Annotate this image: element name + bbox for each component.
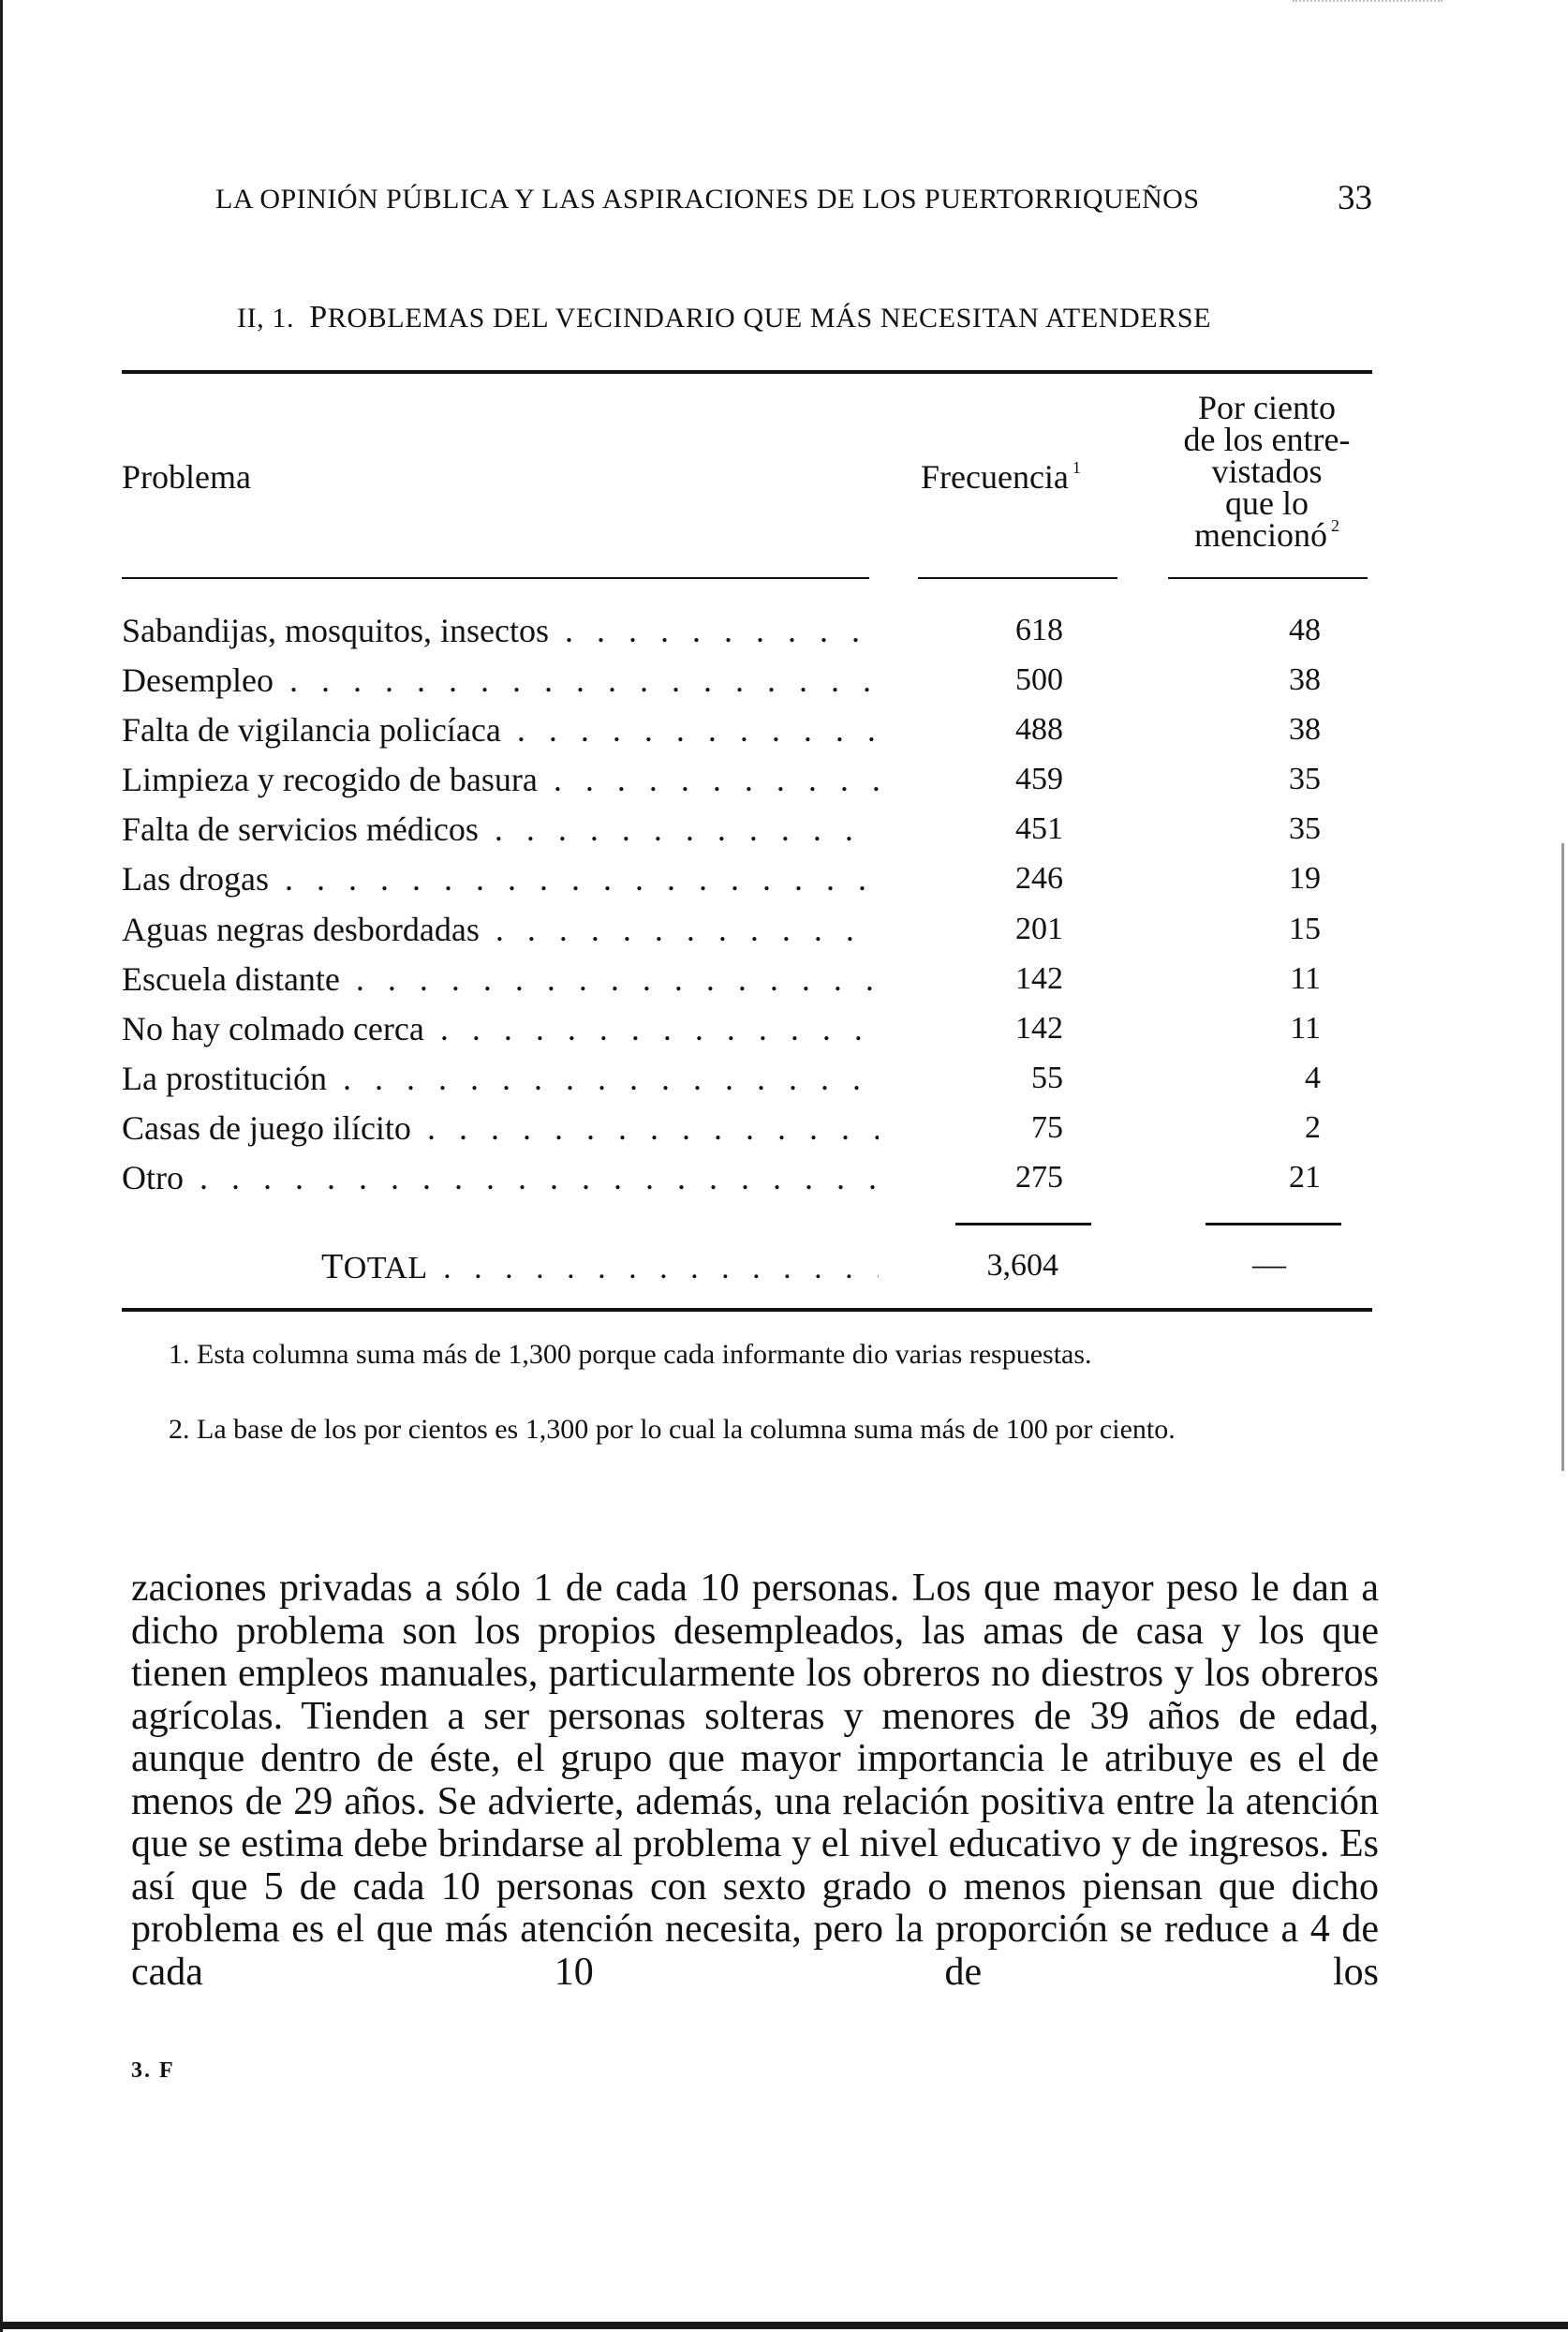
total-label-text: OTAL <box>343 1251 428 1285</box>
table-row <box>122 1009 1372 1059</box>
total-rule-frequency <box>955 1223 1091 1225</box>
total-label-initial: T <box>321 1247 344 1286</box>
row-frequency: 142 <box>1015 961 1063 996</box>
row-frequency: 55 <box>1031 1061 1063 1095</box>
row-label: Otro . . . <box>122 1158 879 1197</box>
table-row <box>122 661 1372 710</box>
footnote-2: 2. La base de los por cientos es 1,300 por lo cual la columna suma más de 100 por ciento. <box>169 1414 1176 1445</box>
footnote-1: 1. Esta columna suma más de 1,300 porque cada informante dio varias respuestas. <box>169 1339 1092 1370</box>
row-percent: 38 <box>1289 662 1321 697</box>
table-row <box>122 859 1372 909</box>
row-label: Falta de vigilancia policíaca . . . <box>122 710 879 750</box>
total-frequency: 3,604 <box>986 1248 1058 1283</box>
table-row <box>122 910 1372 959</box>
page-edge-bottom <box>0 2322 1568 2329</box>
table-title <box>237 300 1211 335</box>
table-row <box>122 1108 1372 1158</box>
total-percent: — <box>1252 1245 1286 1283</box>
row-label: Las drogas . . . <box>122 859 879 899</box>
row-frequency: 451 <box>1015 811 1063 846</box>
row-label: No hay colmado cerca . . . <box>122 1009 879 1048</box>
row-label: La prostitución . . . <box>122 1059 879 1098</box>
row-percent: 2 <box>1305 1110 1321 1145</box>
row-frequency: 201 <box>1015 912 1063 946</box>
row-label: Casas de juego ilícito . . . <box>122 1108 879 1148</box>
row-percent: 35 <box>1289 811 1321 846</box>
table-row <box>122 611 1372 661</box>
row-label: Sabandijas, mosquitos, insectos . . . <box>122 611 879 650</box>
table-number: II, 1. <box>237 303 295 334</box>
column-header-percent <box>1166 389 1368 554</box>
body-paragraph: zaciones privadas a sólo 1 de cada 10 personas. Los que mayor peso le dan a dicho problema son los propios desempleados, las amas de casa y los que tienen empleos manuales, particularmente los obreros no diestros y los obreros agrícolas. Tienden a ser personas solteras y menores de 39 años de edad, aunque dentro de éste, el grupo que mayor importancia le atribuye es el de menos de 29 años. Se advierte, además, una relación positiva entre la atención que se estima debe brindarse al problema y el nivel educativo y de ingresos. Es así que 5 de cada 10 personas con sexto grado o menos piensan que dicho problema es el que más atención necesita, pero la proporción se reduce a 4 de cada 10 de los <box>131 1567 1379 1994</box>
row-frequency: 488 <box>1015 712 1063 747</box>
column-header-problem: Problema <box>122 458 251 496</box>
row-percent: 48 <box>1289 613 1321 647</box>
row-percent: 4 <box>1305 1061 1321 1095</box>
table-title-initial: P <box>309 300 328 334</box>
column-header-frequency <box>921 457 1081 497</box>
row-frequency: 459 <box>1015 762 1063 796</box>
total-rule-percent <box>1206 1223 1341 1225</box>
row-percent: 11 <box>1290 961 1321 996</box>
page-edge-right <box>1561 843 1564 1471</box>
table-title-text: ROBLEMAS DEL VECINDARIO QUE MÁS NECESITAN ATENDERSE <box>327 303 1212 334</box>
row-label: Desempleo . . . <box>122 661 879 700</box>
scan-mark <box>1293 0 1442 4</box>
table-row <box>122 1158 1372 1208</box>
row-frequency: 142 <box>1015 1011 1063 1046</box>
column-header-percent-label: Por ciento de los entre- vistados que lo mencionó <box>1183 389 1351 554</box>
total-label <box>321 1246 879 1287</box>
header-rule-problem <box>122 577 869 579</box>
table-row <box>122 710 1372 760</box>
column-header-frequency-label: Frecuencia <box>921 458 1069 496</box>
table-row <box>122 959 1372 1009</box>
row-frequency: 500 <box>1015 662 1063 697</box>
page-number: 33 <box>1338 179 1372 217</box>
footnote-ref-2: 2 <box>1330 516 1339 535</box>
row-percent: 11 <box>1290 1011 1321 1046</box>
row-frequency: 75 <box>1031 1110 1063 1145</box>
row-label: Falta de servicios médicos . . . <box>122 810 879 849</box>
row-frequency: 246 <box>1015 861 1063 896</box>
footnote-ref-1: 1 <box>1072 458 1081 477</box>
row-percent: 35 <box>1289 762 1321 796</box>
running-head: LA OPINIÓN PÚBLICA Y LAS ASPIRACIONES DE LOS PUERTORRIQUEÑOS <box>215 184 1200 215</box>
header-rule-percent <box>1168 577 1368 579</box>
row-percent: 38 <box>1289 712 1321 747</box>
table-bottom-rule <box>122 1308 1372 1312</box>
row-percent: 21 <box>1289 1160 1321 1195</box>
signature-mark: 3. F <box>131 2058 175 2083</box>
table-row <box>122 1059 1372 1108</box>
table-row <box>122 760 1372 810</box>
row-percent: 19 <box>1289 861 1321 896</box>
row-label: Limpieza y recogido de basura . . . <box>122 760 879 799</box>
row-frequency: 275 <box>1015 1160 1063 1195</box>
row-frequency: 618 <box>1015 613 1063 647</box>
table-top-rule <box>122 370 1372 374</box>
row-percent: 15 <box>1289 912 1321 946</box>
page-edge-left <box>0 0 3 2332</box>
row-label: Escuela distante . . . <box>122 959 879 999</box>
table-row <box>122 810 1372 859</box>
row-label: Aguas negras desbordadas . . . <box>122 910 879 949</box>
header-rule-frequency <box>918 577 1117 579</box>
